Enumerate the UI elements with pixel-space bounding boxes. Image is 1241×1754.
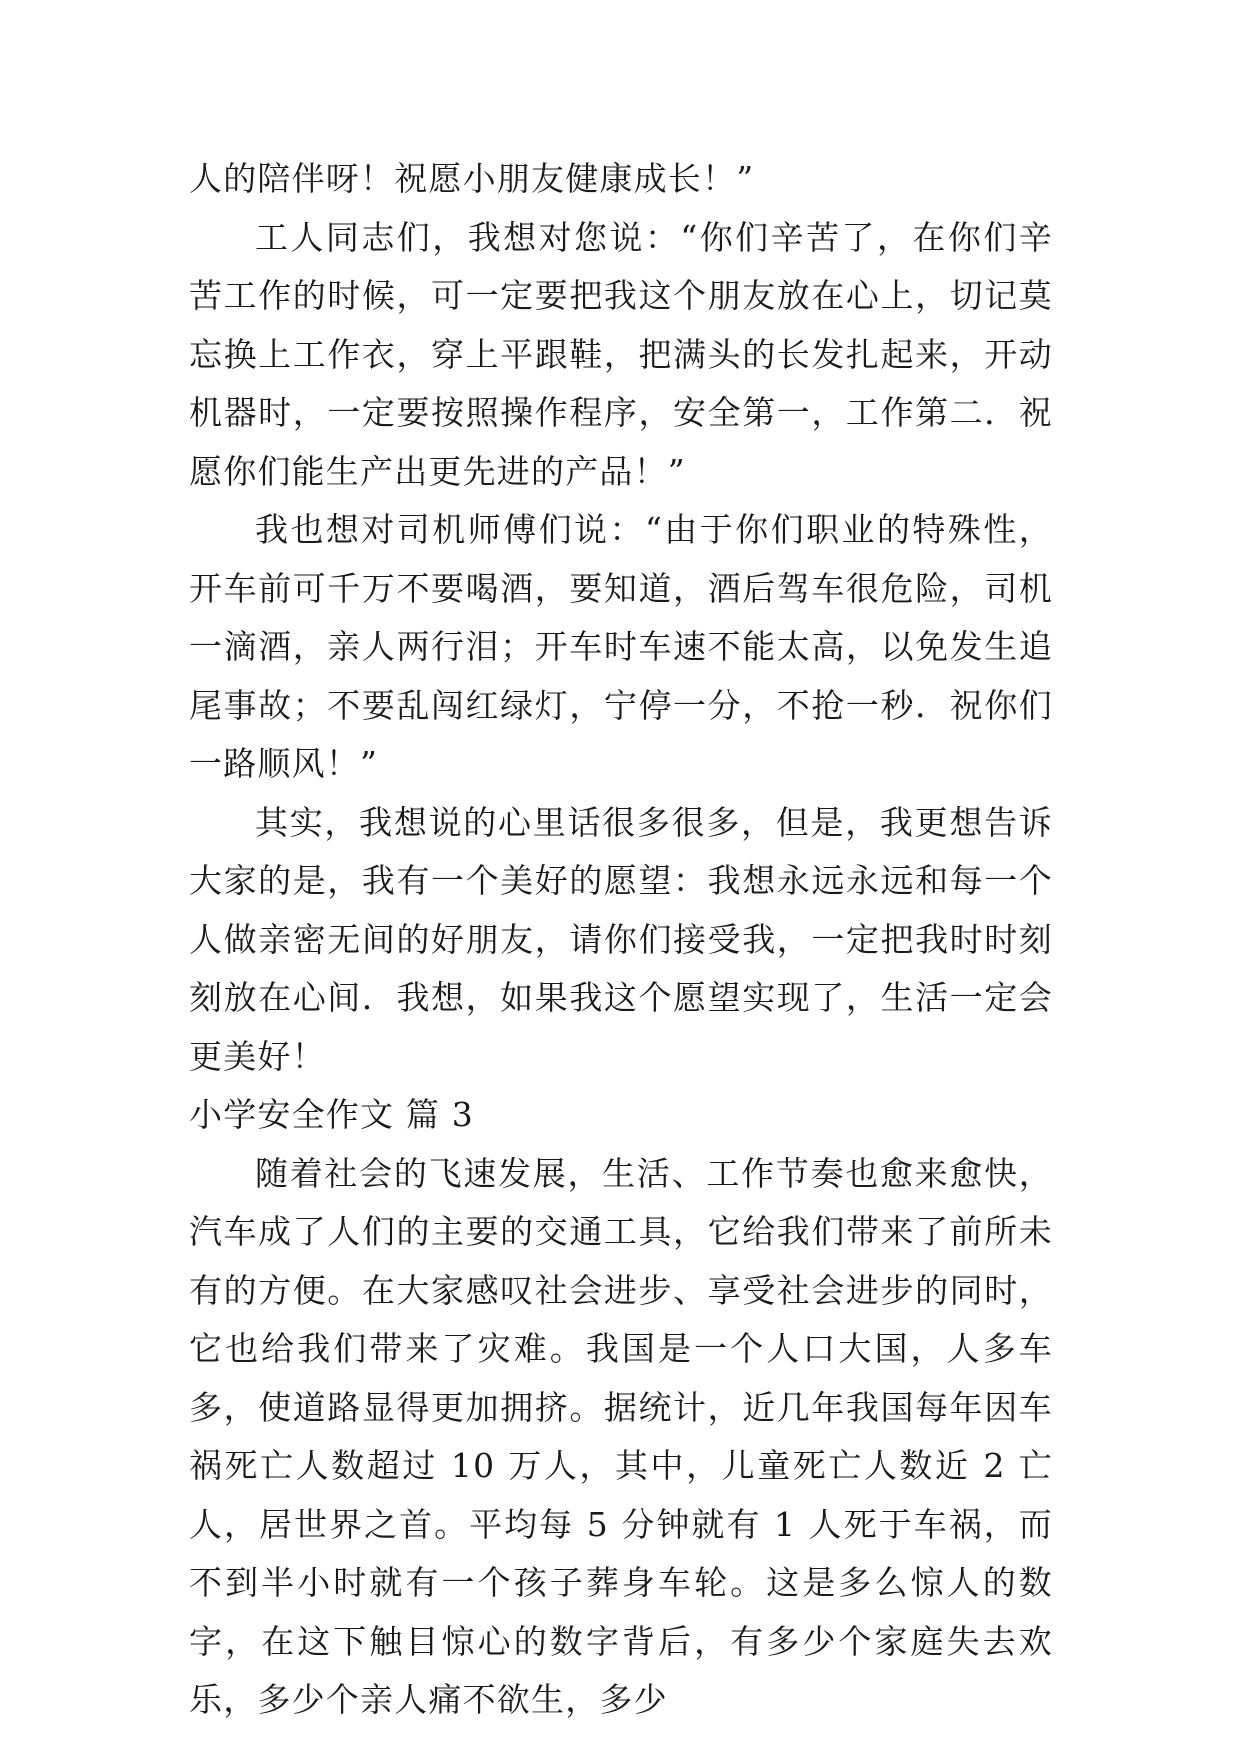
paragraph: 人的陪伴呀！祝愿小朋友健康成长！”: [189, 159, 755, 198]
section-heading: 小学安全作文 篇 3: [189, 1095, 474, 1134]
paragraph: 随着社会的飞速发展，生活、工作节奏也愈来愈快，汽车成了人们的主要的交通工具，它给我们带来了前所未有的方便。在大家感叹社会进步、享受社会进步的同时，它也给我们带来了灾难。我国是一个人口大国，人多车多，使道路显得更加拥挤。据统计，近几年我国每年因车祸死亡人数超过 10 万人，其中，儿童死亡人数近 2 亡人，居世界之首。平均每 5 分钟就有 1 人死于车祸，而不到半小时就有一个孩子葬身车轮。这是多么惊人的数字，在这下触目惊心的数字背后，有多少个家庭失去欢乐，多少个亲人痛不欲生，多少: [189, 1153, 1053, 1719]
paragraph: 其实，我想说的心里话很多很多，但是，我更想告诉大家的是，我有一个美好的愿望：我想永远永远和每一个人做亲密无间的好朋友，请你们接受我，一定把我时时刻刻放在心间．我想，如果我这个愿望实现了，生活一定会更美好！: [189, 802, 1053, 1076]
paragraph: 我也想对司机师傅们说：“由于你们职业的特殊性，开车前可千万不要喝酒，要知道，酒后驾车很危险，司机一滴酒，亲人两行泪；开车时车速不能太高，以免发生追尾事故；不要乱闯红绿灯，宁停一分，不抢一秒．祝你们一路顺风！”: [189, 510, 1053, 783]
document-body: [189, 150, 1053, 1730]
paragraph: 工人同志们，我想对您说：“你们辛苦了，在你们辛苦工作的时候，可一定要把我这个朋友放在心上，切记莫忘换上工作衣，穿上平跟鞋，把满头的长发扎起来，开动机器时，一定要按照操作程序，安全第一，工作第二．祝愿你们能生产出更先进的产品！”: [189, 217, 1053, 491]
